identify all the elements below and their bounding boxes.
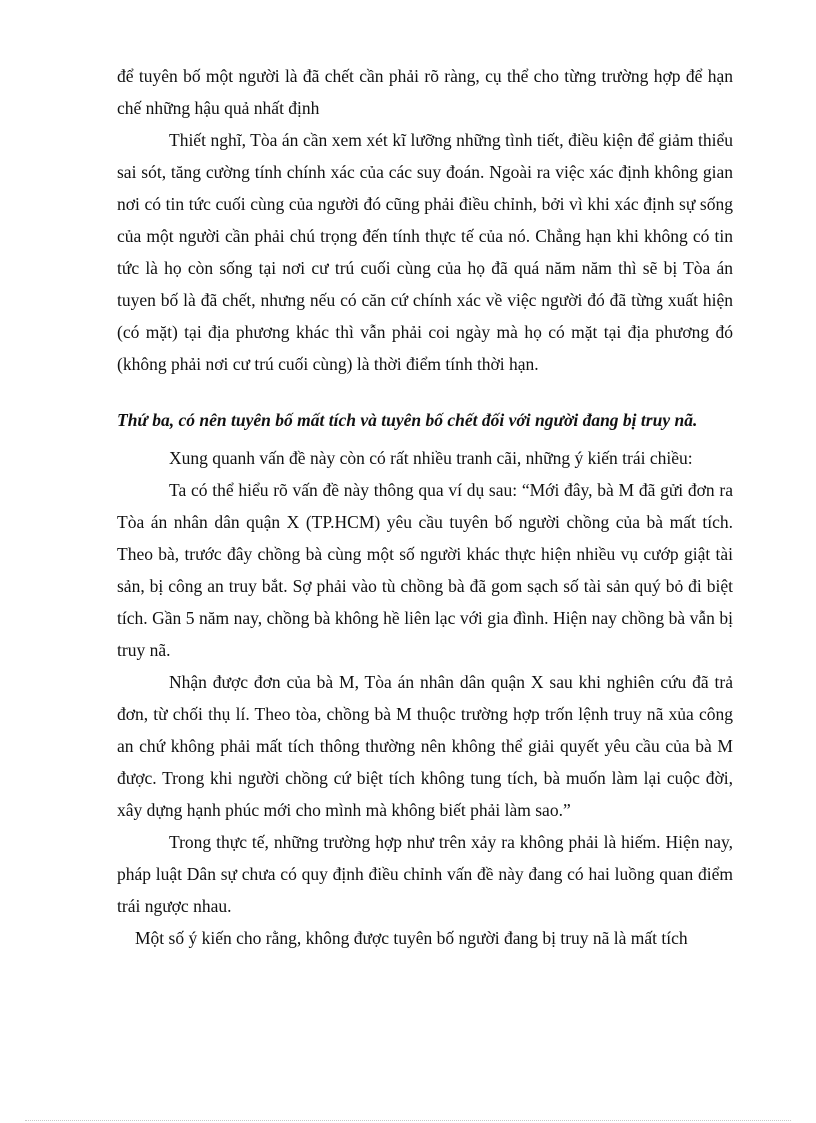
paragraph-court-response: Nhận được đơn của bà M, Tòa án nhân dân quận X sau khi nghiên cứu đã trả đơn, từ chối thụ lí. Theo tòa, chồng bà M thuộc trường hợp trốn lệnh truy nã xủa công an chứ không phải mất tích thông thường nên không thể giải quyết yêu cầu của bà M được. Trong khi người chồng cứ biệt tích không tung tích, bà muốn làm lại cuộc đời, xây dựng hạnh phúc mới cho mình mà không biết phải làm sao.” [117, 672, 733, 820]
paragraph-in-practice: Trong thực tế, những trường hợp như trên xảy ra không phải là hiếm. Hiện nay, pháp luật Dân sự chưa có quy định điều chỉnh vấn đề này đang có hai luồng quan điểm trái ngược nhau. [117, 832, 733, 916]
paragraph-example: Ta có thể hiểu rõ vấn đề này thông qua ví dụ sau: “Mới đây, bà M đã gửi đơn ra Tòa án nhân dân quận X (TP.HCM) yêu cầu tuyên bố người chồng của bà mất tích. Theo bà, trước đây chồng bà cùng một số người khác thực hiện nhiều vụ cướp giật tài sản, bị công an truy bắt. Sợ phải vào tù chồng bà đã gom sạch số tài sản quý bỏ đi biệt tích. Gần 5 năm nay, chồng bà không hề liên lạc với gia đình. Hiện nay chồng bà vẫn bị truy nã. [117, 480, 733, 660]
footer-dotted-rule [25, 1120, 791, 1121]
paragraph-controversy: Xung quanh vấn đề này còn có rất nhiều tranh cãi, những ý kiến trái chiều: [169, 448, 693, 468]
section-spacer [117, 380, 733, 402]
paragraph-opinion: Một số ý kiến cho rằng, không được tuyên bố người đang bị truy nã là mất tích [135, 928, 688, 948]
paragraph-intro: để tuyên bố một người là đã chết cần phải rõ ràng, cụ thể cho từng trường hợp để hạn chế những hậu quả nhất định [117, 66, 733, 118]
section-heading: Thứ ba, có nên tuyên bố mất tích và tuyên bố chết đối với người đang bị truy nã. [117, 410, 698, 430]
document-page [117, 60, 733, 954]
paragraph-court-review: Thiết nghĩ, Tòa án cần xem xét kĩ lưỡng những tình tiết, điều kiện để giảm thiểu sai sót, tăng cường tính chính xác của các suy đoán. Ngoài ra việc xác định không gian nơi có tin tức cuối cùng của người đó cũng phải điều chỉnh, bởi vì khi xác định sự sống của một người cần phải chú trọng đến tính thực tế của nó. Chẳng hạn khi không có tin tức là họ còn sống tại nơi cư trú cuối cùng của họ đã quá năm năm thì sẽ bị Tòa án tuyen bố là đã chết, nhưng nếu có căn cứ chính xác về việc người đó đã từng xuất hiện (có mặt) tại địa phương khác thì vẫn phải coi ngày mà họ có mặt tại địa phương đó (không phải nơi cư trú cuối cùng) là thời điểm tính thời hạn. [117, 130, 733, 374]
